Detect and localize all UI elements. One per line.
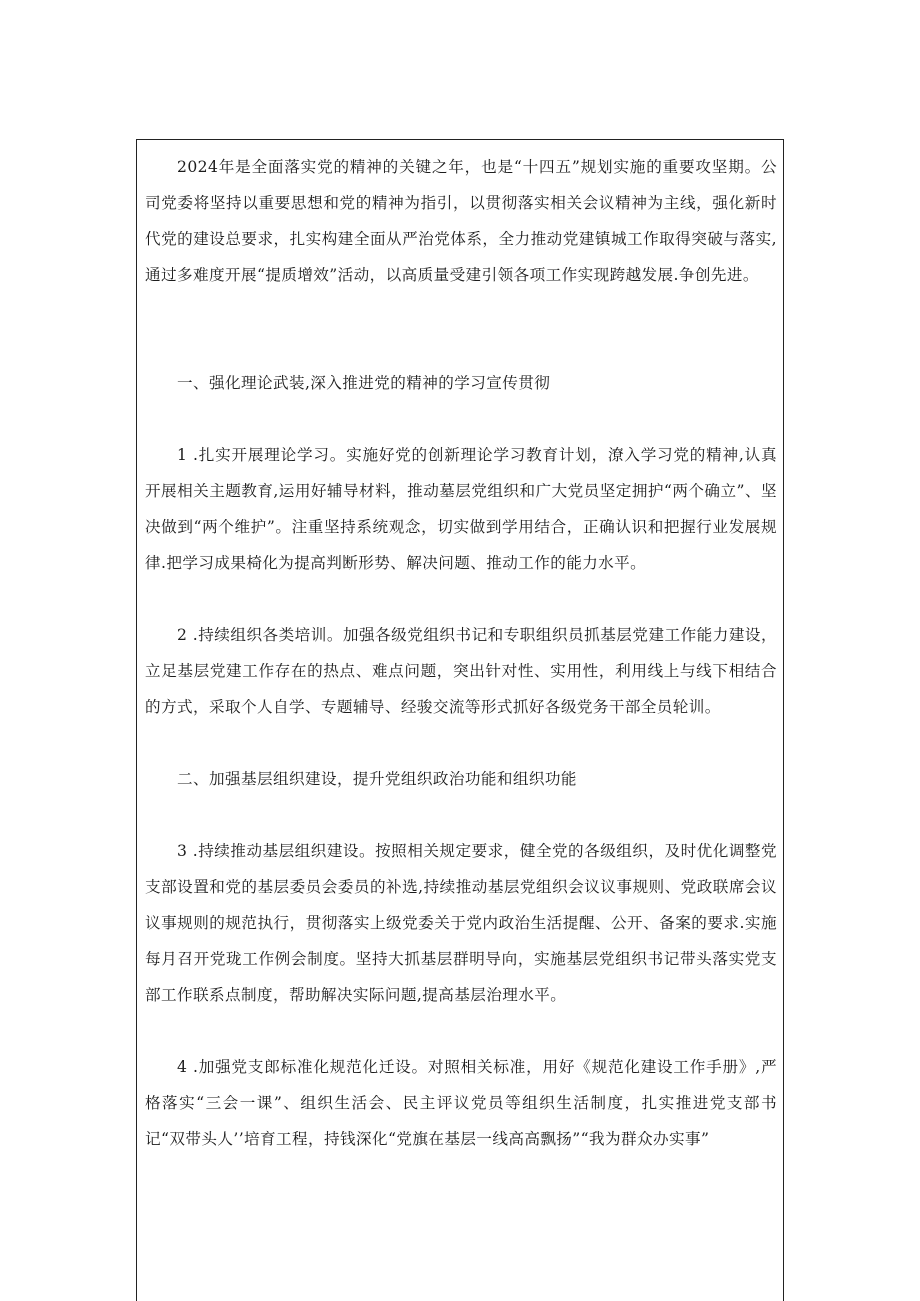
list-item-4: 4 .加强党支郎标准化规范化迁设。对照相关标准，用好《规范化建设工作手册》,严格落实“三会一课”、组织生活会、民主评议党员等组织生活制度，扎实推进党支部书记“双带头人’’培育工程，持钱深化“党旗在基层一线高高飘扬”“我为群众办实事” [145, 1058, 777, 1148]
list-item-3: 3 .持续推动基层组织建设。按照相关规定要求，健全党的各级组织，及时优化调整党支部设置和党的基层委员会委员的补选,持续推动基层党组织会议议事规则、党政联席会议议事规则的规范执行，贯彻落实上级党委关于党内政治生活提醒、公开、备案的要求.实施每月召开党珑工作例会制度。坚持大抓基层群明导向，实施基层党组织书记带头落实党支部工作联系点制度，帮助解决实际问题,提高基层治理水平。 [145, 842, 777, 1004]
document-frame [136, 139, 784, 1301]
list-item-2: 2 .持续组织各类培训。加强各级党组织书记和专职组织员抓基层党建工作能力建设，立足基层党建工作存在的热点、难点问题，突出针对性、实用性，利用线上与线下相结合的方式，采取个人自学、专题辅导、经骏交流等形式抓好各级党务干部全员轮训。 [145, 626, 777, 716]
intro-paragraph: 2024年是全面落实党的精神的关键之年，也是“十四五”规划实施的重要攻坚期。公司党委将坚持以重要思想和党的精神为指引，以贯彻落实相关会议精神为主线，强化新时代党的建设总要求，扎实构建全面从严治党体系，全力推动党建镇城工作取得突破与落实,通过多难度开展“提质增效”活动，以高质量受建引领各项工作实现跨越发展.争创先进。 [145, 158, 777, 284]
section-heading-1: 一、强化理论武装,深入推进党的精神的学习宣传贯彻 [177, 374, 551, 392]
list-item-1: 1 .扎实开展理论学习。实施好党的创新理论学习教育计划，潦入学习党的精神,认真开展相关主题教育,运用好辅导材料，推动墓层党组织和广大党员坚定拥护“两个确立”、坚决做到“两个维护”。注重坚持系统观念，切实做到学用结合，正确认识和把握行业发展规律.把学习成果椅化为提高判断形势、解决问题、推动工作的能力水平。 [145, 446, 777, 572]
section-heading-2: 二、加强基层组织建设，提升党组织政治功能和组织功能 [177, 770, 577, 788]
